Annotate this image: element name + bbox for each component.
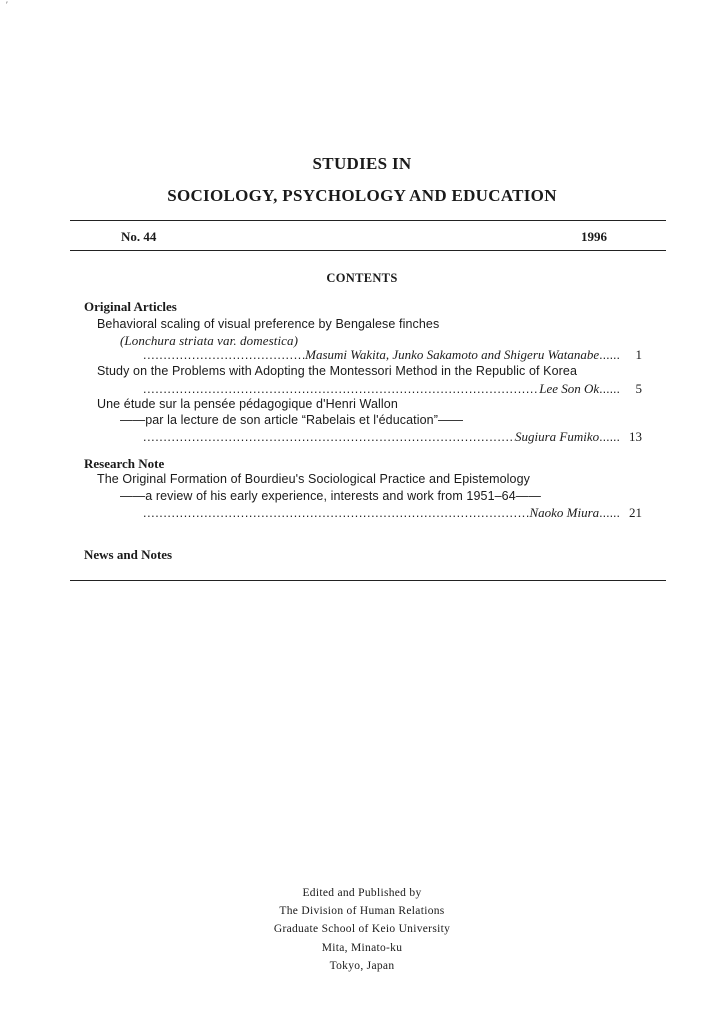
publisher-line: Tokyo, Japan xyxy=(329,960,395,972)
leader-dots xyxy=(143,348,305,362)
issue-year: 1996 xyxy=(581,229,607,244)
publisher-line: The Division of Human Relations xyxy=(279,905,445,917)
article-title[interactable]: Une étude sur la pensée pédagogique d'Henri Wallon xyxy=(97,397,398,411)
section-heading-original-articles: Original Articles xyxy=(84,299,177,314)
article-authors: Lee Son Ok xyxy=(539,381,600,396)
article-title[interactable]: The Original Formation of Bourdieu's Sociological Practice and Epistemology xyxy=(97,472,531,486)
page-number: 1 xyxy=(635,347,642,362)
toc-entry-line xyxy=(143,429,642,445)
leader-dots xyxy=(143,382,539,396)
journal-title-line2: SOCIOLOGY, PSYCHOLOGY AND EDUCATION xyxy=(167,186,557,205)
article-subtitle: (Lonchura striata var. domestica) xyxy=(120,333,299,348)
toc-entry-line xyxy=(143,381,642,397)
publisher-line: Edited and Published by xyxy=(302,887,422,899)
article-authors: Sugiura Fumiko xyxy=(515,429,600,444)
toc-entry-line xyxy=(143,347,642,363)
leader-dots-tail: ...... xyxy=(599,348,620,362)
article-authors: Masumi Wakita, Junko Sakamoto and Shigeru Watanabe xyxy=(305,347,600,362)
article-title[interactable]: Study on the Problems with Adopting the Montessori Method in the Republic of Korea xyxy=(97,364,578,378)
publisher-line: Graduate School of Keio University xyxy=(273,923,451,935)
second-rule xyxy=(70,250,666,251)
leader-dots-tail: ...... xyxy=(599,430,620,444)
leader-dots-tail: ...... xyxy=(599,506,620,520)
article-authors: Naoko Miura xyxy=(529,505,600,520)
corner-mark: ′ xyxy=(6,0,8,10)
article-subtitle: ——a review of his early experience, interests and work from 1951–64—— xyxy=(120,489,541,503)
article-subtitle: ——par la lecture de son article “Rabelais et l'éducation”—— xyxy=(120,413,464,427)
section-heading-news-and-notes: News and Notes xyxy=(84,547,173,562)
page-number: 13 xyxy=(629,429,642,444)
toc-entry-line xyxy=(143,505,642,521)
page-number: 21 xyxy=(629,505,642,520)
bottom-rule xyxy=(70,580,666,581)
section-heading-research-note: Research Note xyxy=(84,456,165,471)
publisher-line: Mita, Minato-ku xyxy=(321,942,403,954)
page-number: 5 xyxy=(635,381,642,396)
leader-dots xyxy=(143,430,515,444)
leader-dots-tail: ...... xyxy=(599,382,620,396)
leader-dots xyxy=(143,506,529,520)
issue-number: No. 44 xyxy=(121,229,157,244)
journal-title-line1: STUDIES IN xyxy=(312,154,412,173)
top-rule xyxy=(70,220,666,221)
contents-heading: CONTENTS xyxy=(326,271,398,285)
article-title[interactable]: Behavioral scaling of visual preference by Bengalese finches xyxy=(97,317,440,331)
